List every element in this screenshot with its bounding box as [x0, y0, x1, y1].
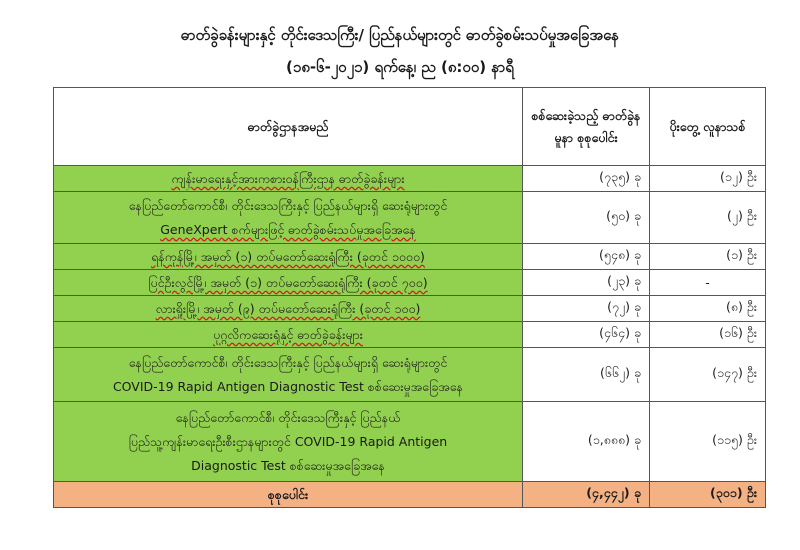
- lab-name-line: နေပြည်တော်ကောင်စီ၊ တိုင်းဒေသကြီးနှင့် ပြည်နယ်များရှိ ဆေးရုံများတွင်: [128, 354, 448, 370]
- sample-count-cell: (၇၂) ခု: [523, 296, 650, 322]
- sample-count-cell: (၆၆၂) ခု: [523, 348, 650, 402]
- table-row: [54, 192, 766, 244]
- lab-name-cell: [54, 192, 523, 244]
- lab-name: ပြင်ဦးလွင်မြို့၊ အမှတ် (၁) တပ်မတော်ဆေးရုံကြီး (ခုတင် ၇၀၀): [148, 274, 428, 290]
- lab-name: ပုဂ္ဂလိကဆေးရုံနှင့် ဓာတ်ခွဲခန်းများ: [213, 326, 363, 342]
- positive-count-cell: (၁၄၇) ဦး: [650, 348, 766, 402]
- sample-count-cell: (၂၃) ခု: [523, 270, 650, 296]
- total-label-cell: စုစုပေါင်း: [54, 482, 523, 508]
- positive-count-cell: (၁၂) ဦး: [650, 166, 766, 192]
- lab-name-cell: [54, 270, 523, 296]
- table-row: [54, 244, 766, 270]
- report-date: (၁၈-၆-၂၀၂၁) ရက်နေ့၊ ည (၈:၀၀) နာရီ: [286, 58, 514, 76]
- lab-name-cell: [54, 402, 523, 482]
- table-row: [54, 348, 766, 402]
- positive-count-cell: (၁) ဦး: [650, 244, 766, 270]
- positive-count-cell: (၁၁၅) ဦး: [650, 402, 766, 482]
- lab-name-line: ပြည်သူ့ကျန်းမာရေးဦးစီးဌာနများတွင် COVID-19 Rapid Antigen: [128, 433, 448, 449]
- lab-name-cell: [54, 322, 523, 348]
- table-row: [54, 402, 766, 482]
- total-row: [54, 482, 766, 508]
- sample-count-cell: (၅၀) ခု: [523, 192, 650, 244]
- lab-name-cell: [54, 348, 523, 402]
- table-row: [54, 322, 766, 348]
- sample-count-cell: (၄၆၄) ခု: [523, 322, 650, 348]
- lab-name-line: GeneXpert စက်များဖြင့် ဓာတ်ခွဲစမ်းသပ်မှုအခြေအနေ: [160, 221, 416, 237]
- column-header-lab-name: ဓာတ်ခွဲဌာနအမည်: [54, 88, 523, 166]
- lab-name: ရန်ကုန်မြို့၊ အမှတ် (၁) တပ်မတော်ဆေးရုံကြီး (ခုတင် ၁၀၀၀): [151, 248, 425, 264]
- total-sample-count-cell: (၄,၄၄၂) ခု: [523, 482, 650, 508]
- column-header-new-positive: ပိုးတွေ့ လူနာသစ်: [650, 88, 766, 166]
- positive-count-cell: -: [650, 270, 766, 296]
- table-row: [54, 270, 766, 296]
- lab-name-cell: [54, 244, 523, 270]
- testing-table: [53, 87, 766, 508]
- lab-name-line: နေပြည်တော်ကောင်စီ၊ တိုင်းဒေသကြီးနှင့် ပြည်နယ်များရှိ ဆေးရုံများတွင်: [128, 197, 448, 213]
- report-title: ဓာတ်ခွဲခန်းများနှင့် တိုင်းဒေသကြီး/ ပြည်နယ်များတွင် ဓာတ်ခွဲစမ်းသပ်မှုအခြေအနေ: [180, 26, 620, 44]
- total-positive-count-cell: (၃၀၁) ဦး: [650, 482, 766, 508]
- lab-name-line: နေပြည်တော်ကောင်စီ၊ တိုင်းဒေသကြီးနှင့် ပြည်နယ်: [175, 409, 401, 425]
- positive-count-cell: (၂) ဦး: [650, 192, 766, 244]
- table-header-row: [54, 88, 766, 166]
- sample-count-cell: (၁,၈၈၈) ခု: [523, 402, 650, 482]
- column-header-sample-total: စစ်ဆေးခဲ့သည့် ဓာတ်ခွဲနမူနာ စုစုပေါင်း: [523, 88, 650, 166]
- lab-name-line: COVID-19 Rapid Antigen Diagnostic Test စစ်ဆေးမှုအခြေအနေ: [112, 378, 464, 394]
- lab-name: လားရှိုးမြို့၊ အမှတ် (၉) တပ်မတော်ဆေးရုံကြီး (ခုတင် ၁၀၀): [155, 300, 421, 316]
- lab-name-line: Diagnostic Test စစ်ဆေးမှုအခြေအနေ: [191, 457, 385, 473]
- lab-name: ကျန်းမာရေးနှင့်အားကစားဝန်ကြီးဌာန ဓာတ်ခွဲခန်းများ: [171, 170, 405, 186]
- lab-name-cell: [54, 296, 523, 322]
- positive-count-cell: (၁၆) ဦး: [650, 322, 766, 348]
- table-row: [54, 296, 766, 322]
- table-row: [54, 166, 766, 192]
- sample-count-cell: (၇၃၅) ခု: [523, 166, 650, 192]
- positive-count-cell: (၈) ဦး: [650, 296, 766, 322]
- lab-name-cell: [54, 166, 523, 192]
- sample-count-cell: (၅၄၈) ခု: [523, 244, 650, 270]
